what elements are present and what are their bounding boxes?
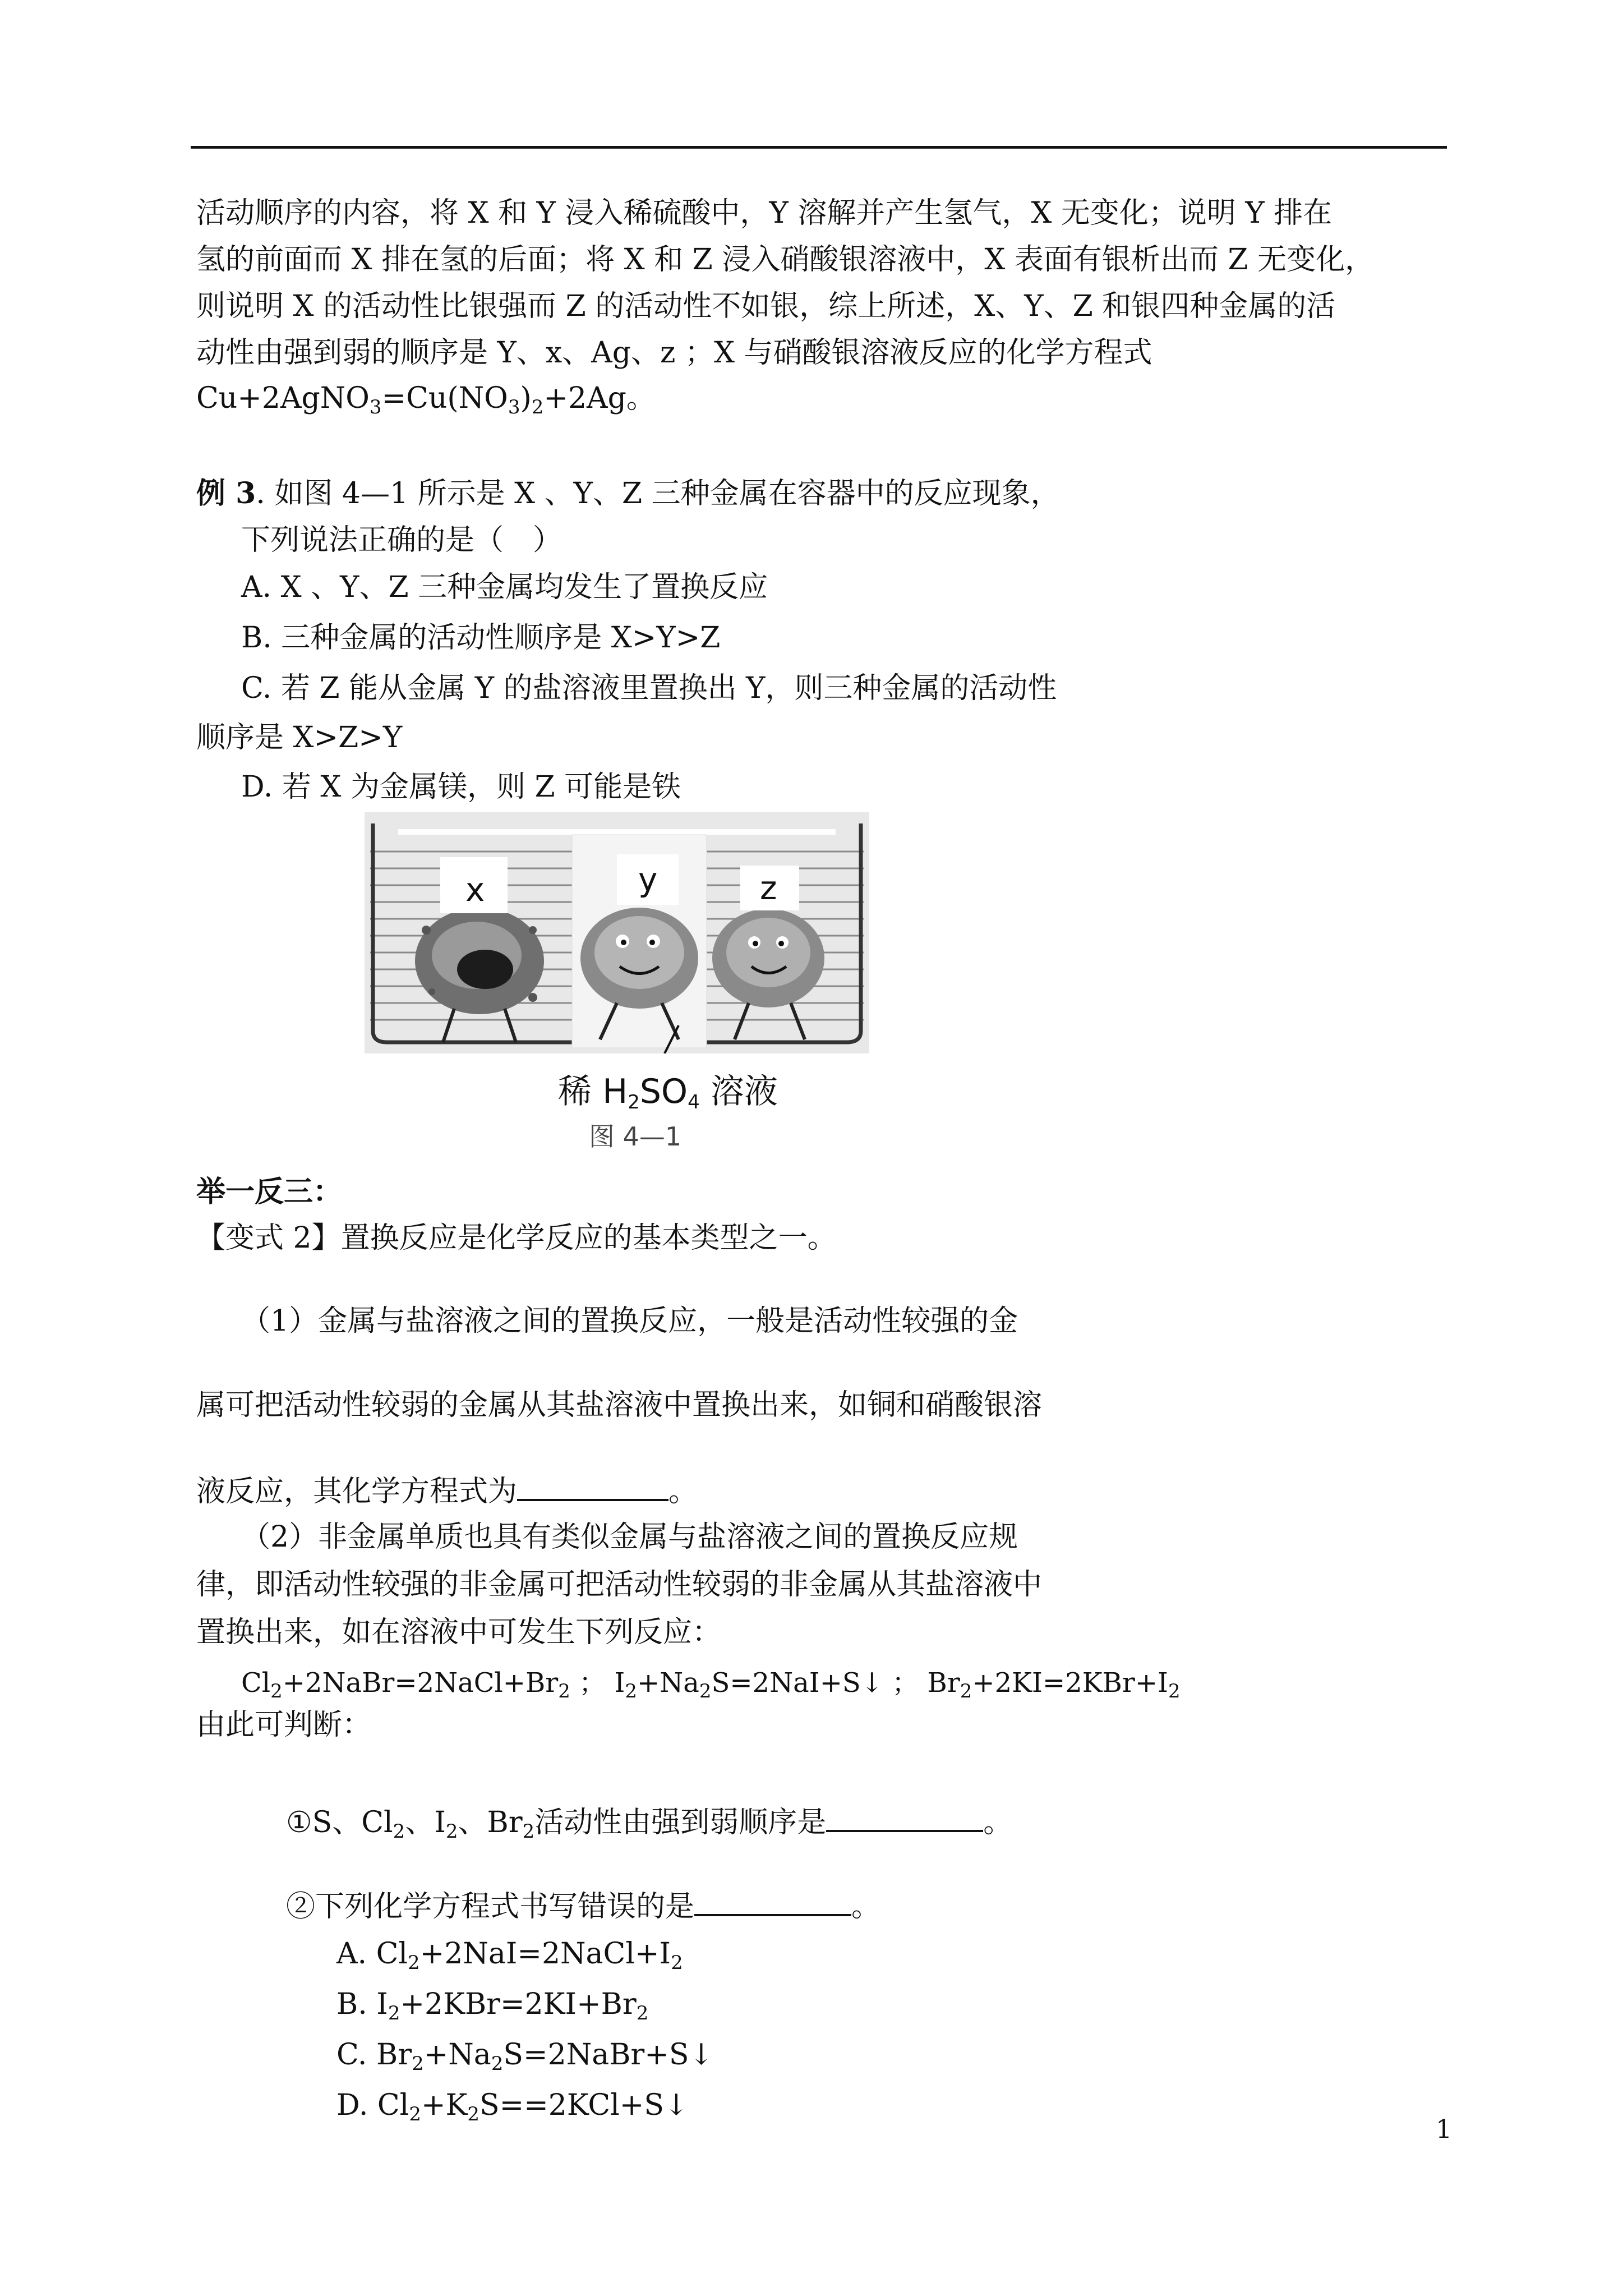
practice-heading: 举一反三： (196, 1175, 343, 1209)
option-c-line2: 顺序是 X>Z>Y (196, 721, 403, 754)
figure-caption-solution: 稀 $H_2SO_4$ 溶液 (558, 1072, 778, 1114)
header-rule (191, 146, 1447, 149)
part2-line1: （2）非金属单质也具有类似金属与盐溶液之间的置换反应规 (241, 1520, 1018, 1554)
choice-a: A. $Cl_2+2NaI=2NaCl+I_2$ (336, 1937, 683, 1974)
answer-blank-2[interactable] (826, 1801, 983, 1832)
option-d: D. 若 X 为金属镁，则 Z 可能是铁 (241, 770, 681, 804)
intro-line-3: 则说明 X 的活动性比银强而 Z 的活动性不如银，综上所述，X、Y、Z 和银四种金属的活 (196, 289, 1336, 323)
variant-title: 【变式 2】置换反应是化学反应的基本类型之一。 (196, 1221, 837, 1255)
label-y: y (638, 861, 658, 899)
answer-blank-1[interactable] (517, 1470, 668, 1501)
metal-y-figure (572, 835, 707, 1048)
equation-line: $Cu+2AgNO_3=Cu(NO_3)_2+2Ag$。 (196, 381, 656, 418)
label-x: x (465, 871, 485, 909)
choice-b: B. $I_2+2KBr=2KI+Br_2$ (336, 1987, 649, 2024)
judge-line: 由此可判断： (196, 1708, 372, 1742)
part2-line2: 律，即活动性较强的非金属可把活动性较弱的非金属从其盐溶液中 (196, 1568, 1043, 1602)
example3-stem: 例 3. 如图 4—1 所示是 X 、Y、Z 三种金属在容器中的反应现象， (196, 476, 1060, 510)
label-z: z (760, 869, 777, 907)
option-a: A. X 、Y、Z 三种金属均发生了置换反应 (241, 570, 768, 604)
option-c-line1: C. 若 Z 能从金属 Y 的盐溶液里置换出 Y，则三种金属的活动性 (241, 671, 1057, 705)
intro-line-2: 氢的前面而 X 排在氢的后面；将 X 和 Z 浸入硝酸银溶液中，X 表面有银析出而 Z 无变化， (196, 243, 1375, 277)
part1-line1: （1）金属与盐溶液之间的置换反应，一般是活动性较强的金 (241, 1304, 1018, 1338)
part2-line3: 置换出来，如在溶液中可发生下列反应： (196, 1616, 722, 1649)
example3-stem-line2: 下列说法正确的是（ ） (241, 523, 562, 557)
choice-d: D. $Cl_2+K_2S==2KCl+S↓$ (336, 2088, 689, 2125)
figure-label: 图 4—1 (589, 1121, 682, 1152)
intro-line-4: 动性由强到弱的顺序是 Y、x、Ag、z ；X 与硝酸银溶液反应的化学方程式 (196, 336, 1152, 370)
page-number: 1 (1436, 2114, 1453, 2144)
answer-blank-3[interactable] (694, 1885, 851, 1916)
part1-line3: 液反应，其化学方程式为 。 (196, 1470, 698, 1511)
figure-4-1-beaker (365, 812, 869, 1053)
part1-line2: 属可把活动性较弱的金属从其盐溶液中置换出来，如铜和硝酸银溶 (196, 1388, 1043, 1422)
option-b: B. 三种金属的活动性顺序是 X>Y>Z (241, 621, 721, 655)
example3-label: 例 3 (196, 476, 256, 510)
question-2: ②下列化学方程式书写错误的是 。 (286, 1885, 880, 1926)
question-1: ①S、$Cl_2$、$I_2$、$Br_2$活动性由强到弱顺序是 。 (286, 1801, 1012, 1842)
intro-line-1: 活动顺序的内容，将 X 和 Y 浸入稀硫酸中，Y 溶解并产生氢气，X 无变化；说明 Y 排在 (196, 196, 1332, 230)
reaction-equations: $Cl_2+2NaBr=2NaCl+Br_2$ ； $I_2+Na_2S=2NaI+S↓$ ； $Br_2+2KI=2KBr+I_2$ (241, 1667, 1181, 1703)
choice-c: C. $Br_2+Na_2S=2NaBr+S↓$ (336, 2038, 714, 2075)
